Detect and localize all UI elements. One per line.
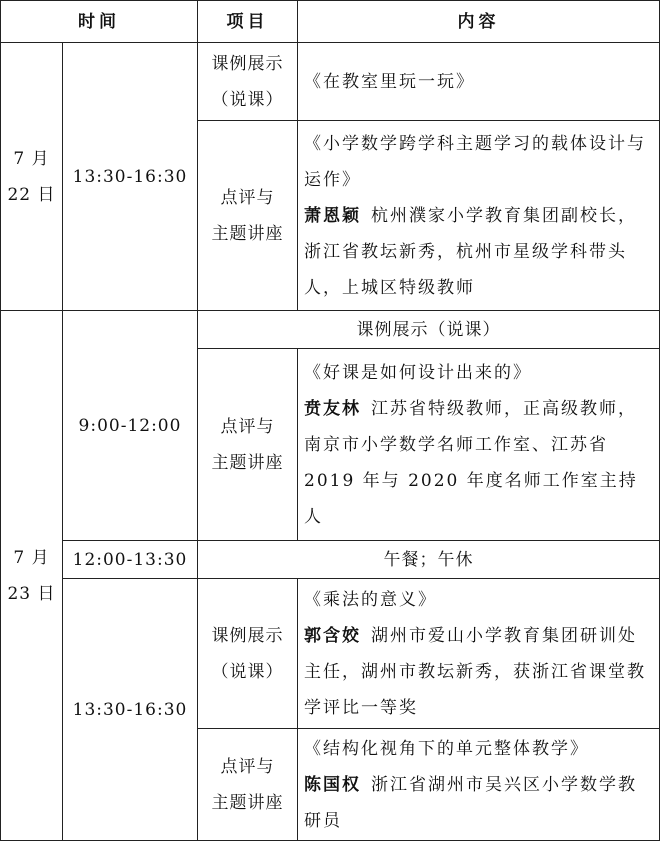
session-title: 《小学数学跨学科主题学习的载体设计与运作》 xyxy=(304,133,646,190)
item-cell: 课例展示 （说课） xyxy=(198,43,298,121)
content-cell xyxy=(298,349,660,541)
date-cell-day2: 7 月 23 日 xyxy=(1,311,63,841)
header-content: 内容 xyxy=(298,1,660,43)
speaker-name: 郭含姣 xyxy=(304,625,361,646)
speaker-name: 萧恩颖 xyxy=(304,205,361,226)
item-cell: 点评与 主题讲座 xyxy=(198,349,298,541)
date-cell-day1: 7 月 22 日 xyxy=(1,43,63,311)
content-cell xyxy=(298,729,660,841)
item-cell: 点评与 主题讲座 xyxy=(198,121,298,311)
session-title: 《在教室里玩一玩》 xyxy=(304,71,475,92)
item-cell: 点评与 主题讲座 xyxy=(198,729,298,841)
speaker-bio: 浙江省湖州市吴兴区小学数学教研员 xyxy=(304,774,637,831)
time-cell-afternoon: 13:30-16:30 xyxy=(63,579,198,841)
session-title: 《乘法的意义》 xyxy=(304,589,437,610)
speaker-bio: 杭州濮家小学教育集团副校长，浙江省教坛新秀，杭州市星级学科带头人，上城区特级教师 xyxy=(304,205,637,298)
content-cell xyxy=(298,579,660,729)
table-row xyxy=(1,43,660,121)
time-cell-noon: 12:00-13:30 xyxy=(63,541,198,579)
time-cell-day1: 13:30-16:30 xyxy=(63,43,198,311)
noon-cell: 午餐；午休 xyxy=(198,541,660,579)
showcase-cell: 课例展示（说课） xyxy=(198,311,660,349)
table-row xyxy=(1,311,660,349)
table-row xyxy=(1,541,660,579)
speaker-bio: 湖州市爱山小学教育集团研训处主任，湖州市教坛新秀，获浙江省课堂教学评比一等奖 xyxy=(304,625,646,718)
time-cell-morning: 9:00-12:00 xyxy=(63,311,198,541)
content-cell xyxy=(298,43,660,121)
header-row xyxy=(1,1,660,43)
header-time: 时间 xyxy=(1,1,198,43)
speaker-name: 陈国权 xyxy=(304,774,361,795)
content-cell xyxy=(298,121,660,311)
speaker-name: 贲友林 xyxy=(304,398,361,419)
header-item: 项目 xyxy=(198,1,298,43)
speaker-bio: 江苏省特级教师，正高级教师，南京市小学数学名师工作室、江苏省 2019 年与 2020 年度名师工作室主持人 xyxy=(304,398,638,527)
session-title: 《好课是如何设计出来的》 xyxy=(304,362,532,383)
item-cell: 课例展示 （说课） xyxy=(198,579,298,729)
session-title: 《结构化视角下的单元整体教学》 xyxy=(304,738,589,759)
table-row xyxy=(1,579,660,729)
